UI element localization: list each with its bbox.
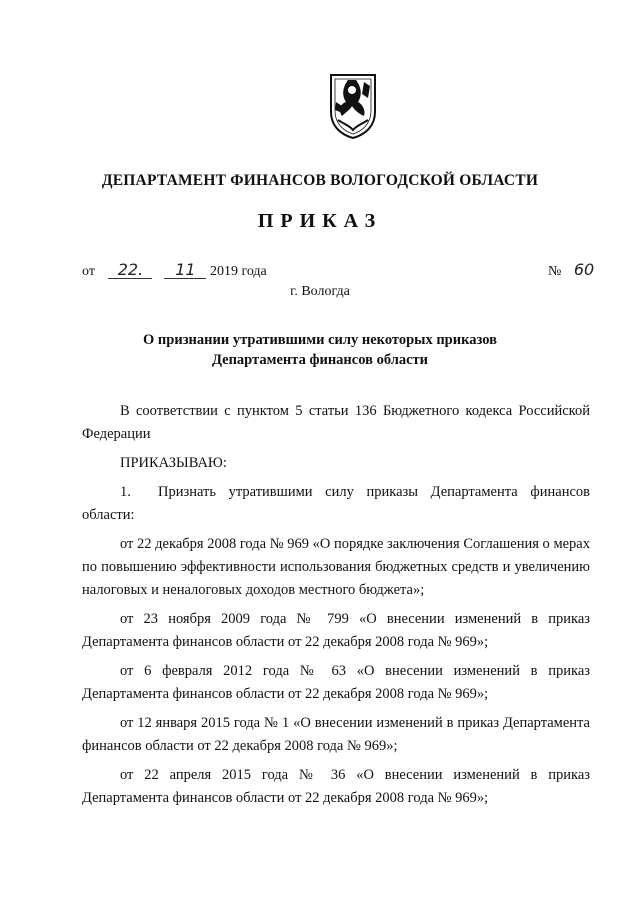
date-day-handwritten: 22. — [108, 262, 152, 279]
vologda-coat-of-arms-icon — [328, 72, 378, 140]
item-1-number: 1. — [120, 484, 131, 500]
item-1 — [82, 481, 590, 527]
intro-paragraph: В соответствии с пунктом 5 статьи 136 Бюджетного кодекса Российской Федерации — [82, 403, 590, 442]
order-word: ПРИКАЗЫВАЮ: — [120, 455, 227, 471]
order-date — [82, 262, 267, 280]
date-year: 2019 года — [209, 264, 267, 279]
list-item: от 22 декабря 2008 года № 969 «О порядке заключения Соглашения о мерах по повышению эффективности использования бюджетных средств и увеличению налоговых и неналоговых доходов местного бюджета»; — [82, 536, 590, 598]
subject-line-1: О признании утратившими силу некоторых приказов — [143, 332, 497, 348]
department-name: ДЕПАРТАМЕНТ ФИНАНСОВ ВОЛОГОДСКОЙ ОБЛАСТИ — [101, 172, 539, 189]
number-handwritten: 60 — [573, 260, 595, 279]
order-subject — [0, 330, 640, 370]
repealed-orders-list — [82, 533, 590, 810]
order-number — [548, 262, 597, 280]
city: г. Вологда — [290, 284, 350, 299]
order-title: ПРИКАЗ — [257, 210, 383, 232]
item-1-text: Признать утратившими силу приказы Департамента финансов области: — [82, 484, 590, 523]
order-body — [82, 400, 590, 816]
subject-line-2: Департамента финансов области — [211, 352, 429, 368]
list-item: от 22 апреля 2015 года № 36 «О внесении изменений в приказ Департамента финансов области от 22 декабря 2008 года № 969»; — [82, 767, 590, 806]
list-item: от 6 февраля 2012 года № 63 «О внесении изменений в приказ Департамента финансов области от 22 декабря 2008 года № 969»; — [82, 663, 590, 702]
list-item: от 23 ноября 2009 года № 799 «О внесении изменений в приказ Департамента финансов области от 22 декабря 2008 года № 969»; — [82, 611, 590, 650]
date-month-handwritten: 11 — [164, 262, 206, 279]
list-item: от 12 января 2015 года № 1 «О внесении изменений в приказ Департамента финансов области от 22 декабря 2008 года № 969»; — [82, 715, 590, 754]
date-prefix: от — [82, 264, 95, 279]
number-label: № — [548, 264, 562, 279]
